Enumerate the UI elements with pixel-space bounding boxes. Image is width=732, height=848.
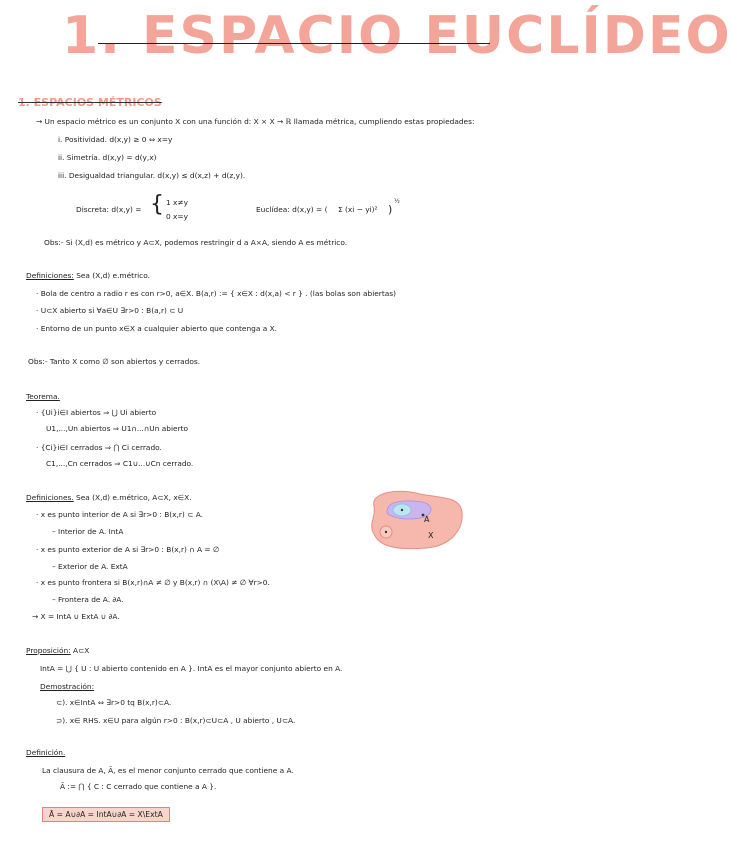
def-boundary-point: · x es punto frontera si B(x,r)∩A ≠ ∅ y B(x,r) ∩ (X\A) ≠ ∅ ∀r>0. [36, 578, 270, 587]
definitions-heading-rest: Sea (X,d) e.métrico. [73, 271, 150, 280]
theorem-union-open: · {Ui}i∈I abiertos ⇒ ⋃ Ui abierto [36, 408, 157, 417]
observation-open-closed: Obs:- Tanto X como ∅ son abiertos y cerrados. [28, 357, 201, 366]
def-boundary: – Frontera de A. ∂A. [52, 595, 124, 604]
partition-of-x: → X = IntA ∪ ExtA ∪ ∂A. [32, 612, 120, 621]
definitions2-heading [26, 493, 192, 503]
metric-space-definition: → Un espacio métrico es un conjunto X con una función d: X × X → ℝ llamada métrica, cumpliendo estas propiedades: [36, 117, 475, 126]
proposition-heading-label: Proposición: [26, 646, 71, 655]
proposition-heading-rest: A⊂X [70, 646, 90, 655]
observation-restriction: Obs:- Si (X,d) es métrico y A⊂X, podemos restringir d a A×A, siendo A es métrico. [44, 238, 348, 247]
euclidean-exponent: ½ [394, 198, 400, 205]
set-diagram [360, 488, 470, 558]
demonstration-heading: Demostración: [40, 682, 95, 691]
def-exterior: – Exterior de A. ExtA [52, 562, 128, 571]
theorem-intersection-closed: · {Ci}i∈I cerrados ⇒ ⋂ Ci cerrado. [36, 443, 162, 452]
closure-definition: La clausura de A, Ā, es el menor conjunto cerrado que contiene a A. [42, 766, 294, 775]
theorem-heading: Teorema. [26, 392, 60, 401]
demonstration-subset: ⊂). x∈IntA ⇔ ∃r>0 tq B(x,r)⊂A. [56, 698, 172, 707]
definitions-heading-label: Definiciones: [26, 271, 74, 280]
def-ball: · Bola de centro a radio r es con r>0, a∈X. B(a,r) := { x∈X : d(x,a) < r } . (las bolas son abiertas) [36, 289, 396, 298]
section-heading: 1. ESPACIOS MÉTRICOS [18, 96, 162, 109]
title-strike-line [98, 43, 490, 44]
property-triangle: iii. Desigualdad triangular. d(x,y) ≤ d(x,z) + d(z,y). [58, 171, 246, 180]
interior-point [401, 509, 403, 511]
property-positivity: i. Positividad. d(x,y) ≥ 0 ⇔ x=y [58, 135, 173, 144]
exterior-point [385, 531, 387, 533]
definitions-heading [26, 271, 150, 281]
def-interior: – Interior de A. IntA [52, 527, 124, 536]
euclidean-sum: Σ (xi − yi)² [338, 205, 378, 214]
definition3-heading: Definición. [26, 748, 66, 757]
discrete-metric-label: Discreta: d(x,y) = [76, 205, 142, 214]
discrete-brace: { [150, 192, 164, 217]
definitions2-heading-rest: Sea (X,d) e.métrico, A⊂X, x∈X. [73, 493, 192, 502]
property-symmetry: ii. Simetría. d(x,y) = d(y,x) [58, 153, 157, 162]
proposition-heading [26, 646, 89, 656]
def-open-set: · U⊂X abierto si ∀a∈U ∃r>0 : B(a,r) ⊂ U [36, 306, 184, 315]
euclidean-metric-label: Euclídea: d(x,y) = ( [256, 205, 328, 214]
demonstration-superset: ⊃). x∈ RHS. x∈U para algún r>0 : B(x,r)⊂U⊂A , U abierto , U⊂A. [56, 716, 296, 725]
theorem-finite-intersection: U1,...,Un abiertos ⇒ U1∩...∩Un abierto [46, 424, 189, 433]
label-x: X [428, 531, 434, 540]
label-a: A [424, 515, 430, 524]
def-neighborhood: · Entorno de un punto x∈X a cualquier abierto que contenga a X. [36, 324, 278, 333]
theorem-finite-union: C1,...,Cn cerrados ⇒ C1∪...∪Cn cerrado. [46, 459, 194, 468]
page-title: 1. ESPACIO EUCLÍDEO [62, 6, 732, 66]
proposition-interior: IntA = ⋃ { U : U abierto contenido en A }. IntA es el mayor conjunto abierto en A. [40, 664, 343, 673]
def-exterior-point: · x es punto exterior de A si ∃r>0 : B(x,r) ∩ A = ∅ [36, 545, 220, 554]
def-interior-point: · x es punto interior de A si ∃r>0 : B(x,r) ⊂ A. [36, 510, 203, 519]
definitions2-heading-label: Definiciones. [26, 493, 74, 502]
closure-formula: Ā := ⋂ { C : C cerrado que contiene a A }. [60, 782, 217, 791]
discrete-case-2: 0 x=y [166, 212, 188, 221]
euclidean-paren-close: ) [388, 203, 393, 216]
discrete-case-1: 1 x≠y [166, 198, 188, 207]
closure-summary-box: Ā = A∪∂A = IntA∪∂A = X\ExtA [42, 807, 170, 822]
set-x-region [372, 491, 462, 548]
